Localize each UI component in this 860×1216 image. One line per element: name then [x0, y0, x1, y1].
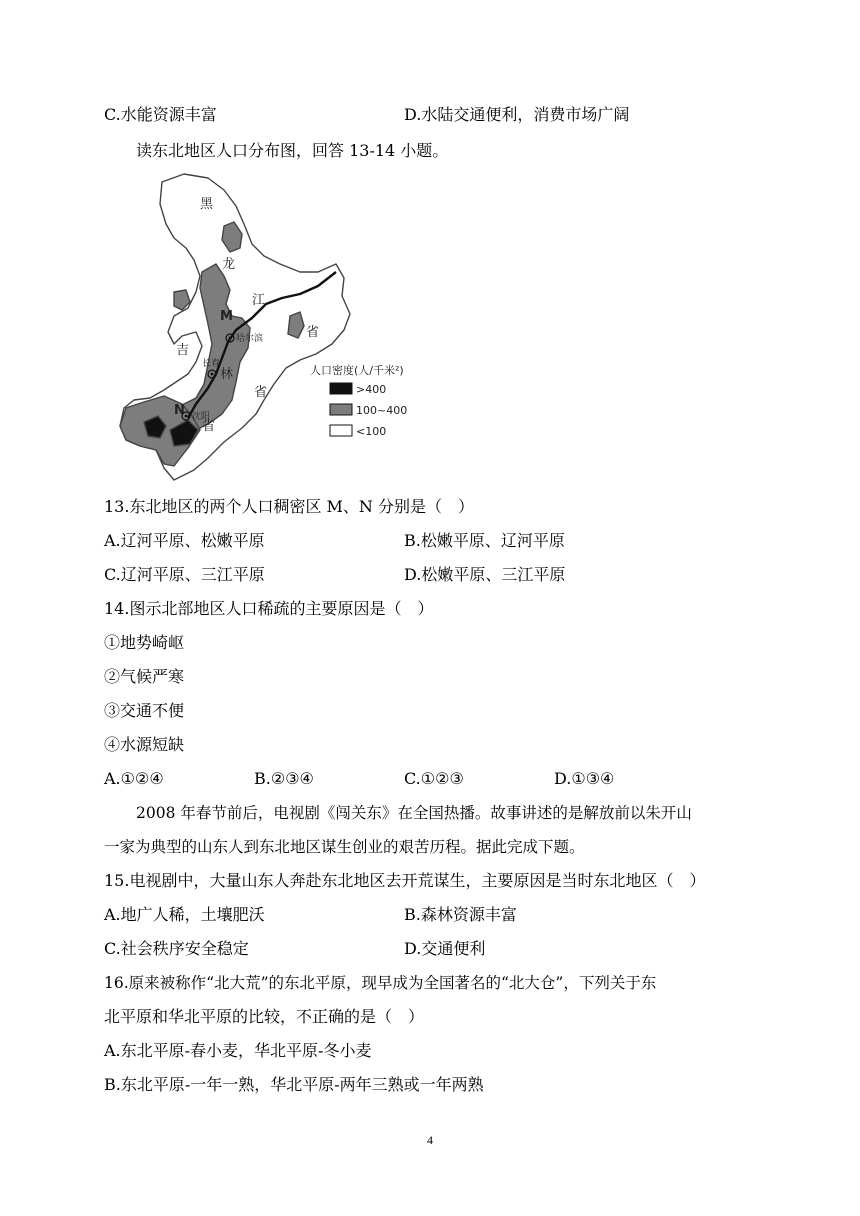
- q14-option-c: C.①②③: [404, 769, 464, 788]
- map-label-sheng-ln: 省: [202, 419, 216, 434]
- q14-item-3: ③交通不便: [104, 701, 185, 720]
- map-label-sheng-jl: 省: [254, 385, 268, 400]
- q14-option-a: A.①②④: [104, 769, 164, 788]
- map-label-ji: 吉: [176, 343, 190, 358]
- city-label-harbin: 哈尔滨: [236, 334, 264, 344]
- legend-swatch-high: [330, 383, 352, 394]
- map-label-jiang: 江: [252, 293, 266, 308]
- map-label-m: M: [220, 309, 233, 324]
- passage-line-1: 2008 年春节前后，电视剧《闯关东》在全国热播。故事讲述的是解放前以朱开山: [136, 804, 692, 822]
- q13-option-b: B.松嫩平原、辽河平原: [404, 531, 565, 550]
- q14-item-2: ②气候严寒: [104, 667, 185, 686]
- city-label-shenyang: 沈阳: [192, 412, 211, 422]
- q13-option-c: C.辽河平原、三江平原: [104, 565, 265, 584]
- legend-title: 人口密度(人/千米²): [310, 364, 404, 377]
- q13-option-a: A.辽河平原、松嫩平原: [104, 531, 265, 550]
- passage-line-2: 一家为典型的山东人到东北地区谋生创业的艰苦历程。据此完成下题。: [104, 838, 585, 856]
- q12-option-c: C.水能资源丰富: [104, 105, 217, 124]
- map-label-n: N: [174, 403, 185, 418]
- northeast-population-map: [104, 168, 428, 488]
- q16-stem-line-2: 北平原和华北平原的比较，不正确的是（ ）: [104, 1007, 425, 1026]
- q15-option-a: A.地广人稀，土壤肥沃: [104, 905, 265, 924]
- q15-option-d: D.交通便利: [404, 939, 486, 958]
- map-label-long: 龙: [222, 257, 236, 272]
- map-label-hei: 黑: [200, 197, 214, 212]
- map-label-sheng-hlj: 省: [306, 325, 320, 340]
- q14-item-1: ①地势崎岖: [104, 633, 185, 652]
- q14-stem: 14.图示北部地区人口稀疏的主要原因是（ ）: [104, 599, 434, 618]
- map-intro: 读东北地区人口分布图，回答 13-14 小题。: [136, 141, 449, 160]
- city-label-changchun: 长春: [202, 359, 221, 369]
- map-label-lin: 林: [220, 367, 234, 382]
- q14-option-d: D.①③④: [554, 769, 615, 788]
- q13-option-d: D.松嫩平原、三江平原: [404, 565, 566, 584]
- q12-option-d: D.水陆交通便利，消费市场广阔: [404, 105, 630, 124]
- q16-option-b: B.东北平原-一年一熟，华北平原-两年三熟或一年两熟: [104, 1075, 484, 1094]
- q16-stem-line-1: 16.原来被称作“北大荒”的东北平原，现早成为全国著名的“北大仓”，下列关于东: [104, 974, 657, 992]
- q14-option-b: B.②③④: [254, 769, 314, 788]
- map-legend: [310, 363, 407, 438]
- q14-item-4: ④水源短缺: [104, 735, 185, 754]
- q16-option-a: A.东北平原-春小麦，华北平原-冬小麦: [104, 1041, 372, 1060]
- page-number: 4: [427, 1133, 433, 1147]
- legend-swatch-mid: [330, 404, 352, 415]
- q15-option-c: C.社会秩序安全稳定: [104, 939, 249, 958]
- q15-stem: 15.电视剧中，大量山东人奔赴东北地区去开荒谋生，主要原因是当时东北地区（ ）: [104, 871, 706, 890]
- q13-stem: 13.东北地区的两个人口稠密区 M、N 分别是（ ）: [104, 497, 475, 516]
- legend-label-low: <100: [356, 425, 387, 438]
- legend-label-mid: 100~400: [356, 404, 408, 417]
- legend-swatch-low: [330, 425, 352, 436]
- q15-option-b: B.森林资源丰富: [404, 905, 517, 924]
- region-mid-west: [174, 290, 190, 310]
- legend-label-high: >400: [356, 383, 387, 396]
